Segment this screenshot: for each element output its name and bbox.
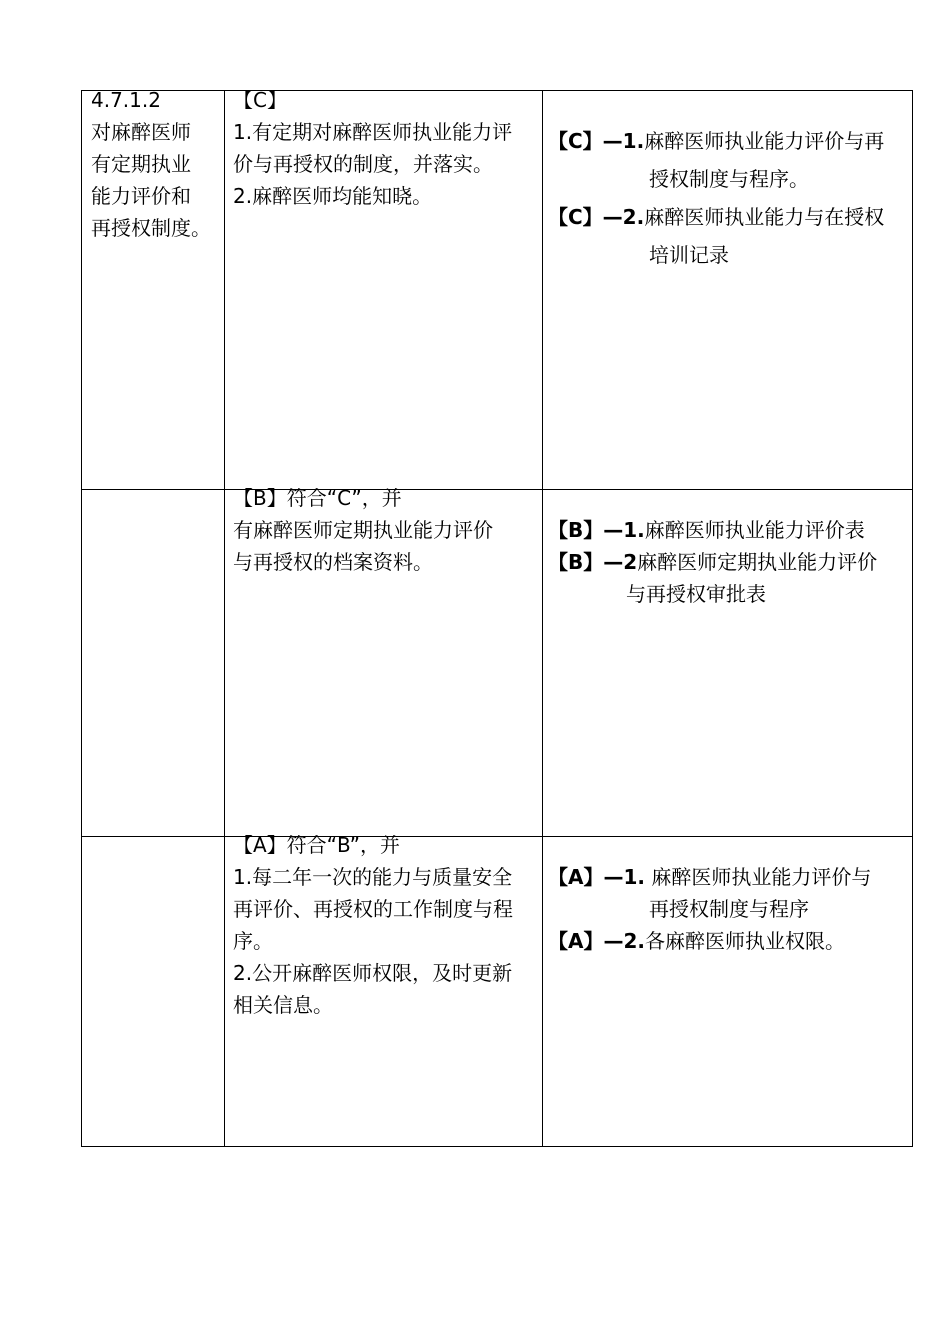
evidence-continuation: 与再授权审批表 <box>626 582 766 606</box>
evidence-text: 麻醉医师执业能力评价表 <box>644 518 865 542</box>
criteria-line: 价与再授权的制度，并落实。 <box>233 152 493 176</box>
criteria-line: 序。 <box>233 929 273 953</box>
criteria-line: 再评价、再授权的工作制度与程 <box>233 897 513 921</box>
evidence-item <box>548 925 871 957</box>
criteria-line: 2.公开麻醉医师权限，及时更新 <box>233 961 513 985</box>
column-divider <box>224 90 225 1147</box>
criteria-line: 2.麻醉医师均能知晓。 <box>233 184 433 208</box>
standard-line: 能力评价和 <box>91 184 191 208</box>
criteria-line: 【C】 <box>233 88 287 112</box>
grade-c-criteria <box>233 84 512 212</box>
evidence-text: 麻醉医师定期执业能力评价 <box>637 550 878 574</box>
evidence-prefix: 【B】—2 <box>548 550 638 574</box>
evidence-item <box>548 125 884 157</box>
standard-line: 对麻醉医师 <box>91 120 191 144</box>
evidence-continuation: 再授权制度与程序 <box>649 897 809 921</box>
criteria-line: 【B】符合“C”，并 <box>233 486 402 510</box>
criteria-line: 1.每二年一次的能力与质量安全 <box>233 865 513 889</box>
grade-b-evidence <box>548 514 877 610</box>
evidence-text: 各麻醉医师执业权限。 <box>645 929 845 953</box>
evidence-text: 麻醉医师执业能力评价与 <box>645 865 872 889</box>
row-divider <box>81 489 913 490</box>
evidence-prefix: 【B】—1. <box>548 518 645 542</box>
table-border-left <box>81 90 82 1147</box>
criteria-line: 与再授权的档案资料。 <box>233 550 433 574</box>
column-divider <box>542 90 543 1147</box>
evidence-prefix: 【C】—2. <box>548 205 645 229</box>
standard-line: 再授权制度。 <box>91 216 211 240</box>
evidence-text: 麻醉医师执业能力评价与再 <box>644 129 885 153</box>
evidence-text: 麻醉医师执业能力与在授权 <box>644 205 885 229</box>
criteria-line: 有麻醉医师定期执业能力评价 <box>233 518 493 542</box>
criteria-line: 相关信息。 <box>233 993 333 1017</box>
evidence-item <box>548 201 884 233</box>
grade-c-evidence <box>548 125 884 271</box>
evidence-prefix: 【A】—2. <box>548 929 645 953</box>
evidence-item <box>548 861 871 893</box>
evidence-item <box>548 514 877 546</box>
table-border-bottom <box>81 1146 913 1147</box>
standards-table <box>81 90 913 1147</box>
evidence-prefix: 【A】—1. <box>548 865 645 889</box>
standard-code: 4.7.1.2 <box>91 88 161 112</box>
grade-a-criteria <box>233 829 513 1021</box>
criteria-line: 【A】符合“B”，并 <box>233 833 401 857</box>
evidence-item <box>548 546 877 578</box>
evidence-continuation: 授权制度与程序。 <box>649 167 809 191</box>
criteria-line: 1.有定期对麻醉医师执业能力评 <box>233 120 513 144</box>
grade-a-evidence <box>548 861 871 957</box>
evidence-continuation: 培训记录 <box>649 243 729 267</box>
table-border-right <box>912 90 913 1147</box>
standard-line: 有定期执业 <box>91 152 191 176</box>
grade-b-criteria <box>233 482 493 578</box>
evidence-prefix: 【C】—1. <box>548 129 645 153</box>
standard-cell <box>91 84 211 244</box>
